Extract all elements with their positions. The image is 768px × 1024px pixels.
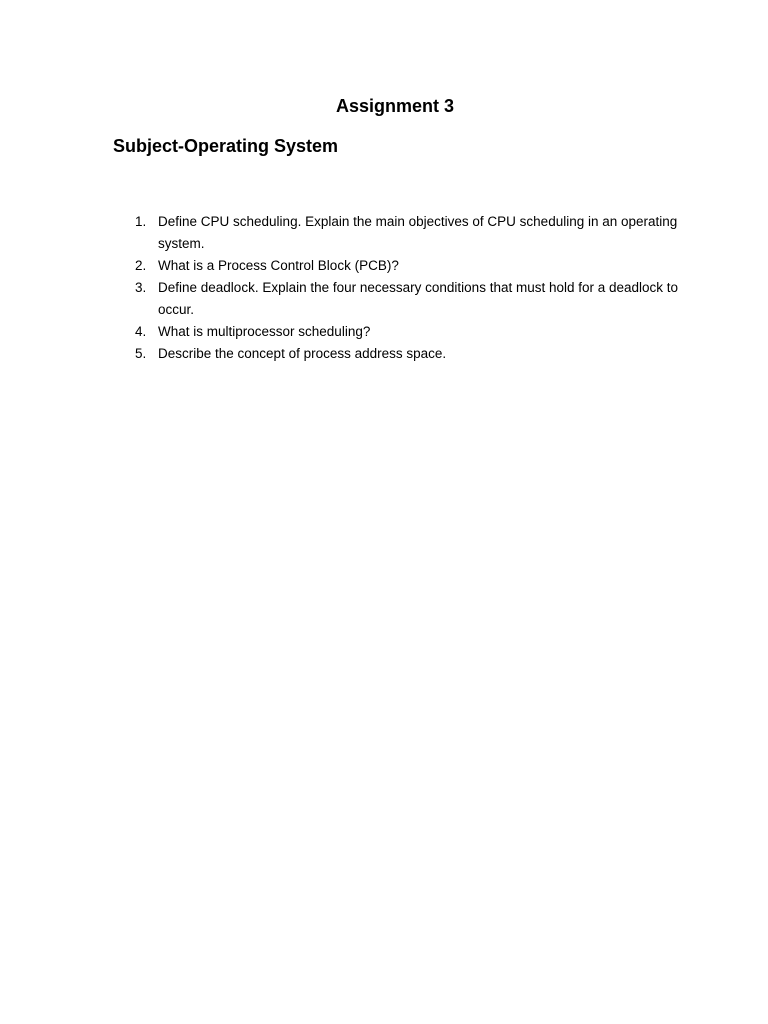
question-number: 5.	[135, 346, 147, 361]
question-item-3	[113, 277, 693, 321]
document-title: Assignment 3	[335, 96, 455, 116]
question-text: Define CPU scheduling. Explain the main objectives of CPU scheduling in an operating system.	[158, 214, 678, 251]
question-text: What is multiprocessor scheduling?	[158, 324, 371, 339]
question-item-2	[113, 255, 693, 277]
question-number: 1.	[135, 214, 147, 229]
question-number: 3.	[135, 280, 147, 295]
question-text: Describe the concept of process address space.	[158, 346, 447, 361]
question-number: 4.	[135, 324, 147, 339]
question-text: Define deadlock. Explain the four necessary conditions that must hold for a deadlock to occur.	[158, 280, 679, 317]
question-text: What is a Process Control Block (PCB)?	[158, 258, 399, 273]
question-item-5	[113, 343, 693, 365]
question-item-4	[113, 321, 693, 343]
document-subject: Subject-Operating System	[113, 136, 339, 156]
question-number: 2.	[135, 258, 147, 273]
question-item-1	[113, 211, 693, 255]
question-list	[113, 211, 693, 365]
